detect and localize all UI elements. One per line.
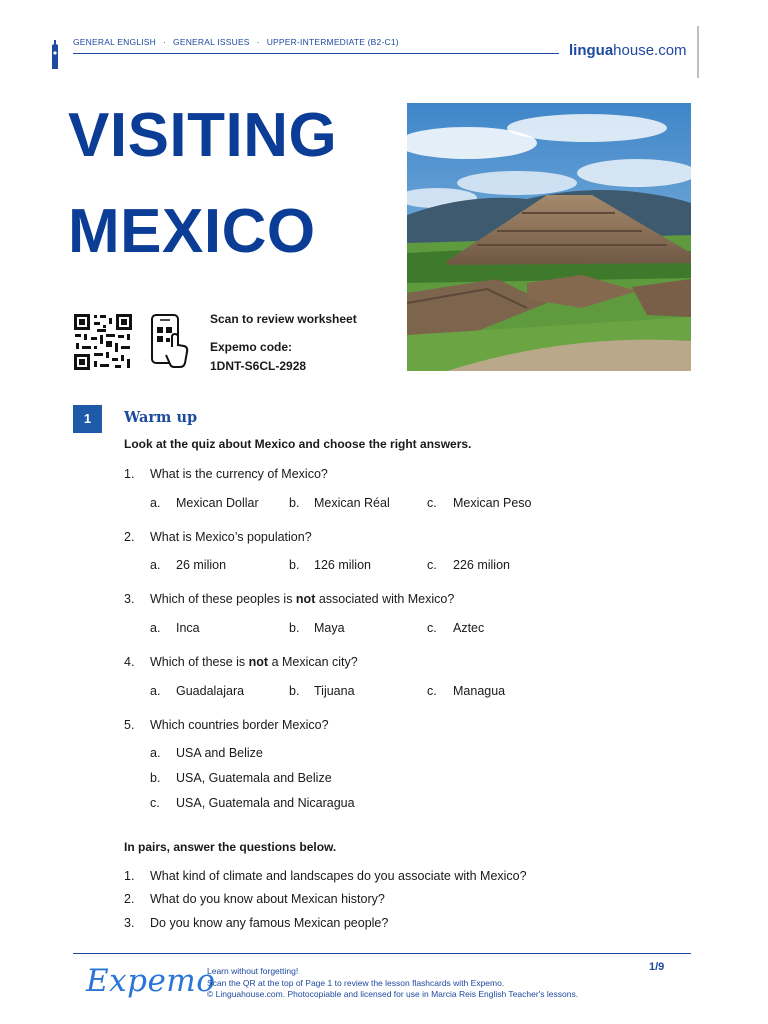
header-edge-bar <box>697 26 699 78</box>
question-number: 3. <box>124 592 135 606</box>
answer-option[interactable]: Mexican Réal <box>314 496 390 510</box>
question-text-part: Which of these is <box>150 655 249 669</box>
pairs-instruction: In pairs, answer the questions below. <box>124 840 337 854</box>
option-letter[interactable]: c. <box>427 684 437 698</box>
footer-copyright: © Linguahouse.com. Photocopiable and licensed for use in Marcia Reis English Teacher's lessons. <box>207 989 579 999</box>
question-text: Do you know any famous Mexican people? <box>150 916 389 930</box>
option-letter[interactable]: a. <box>150 496 161 510</box>
answer-option[interactable]: USA, Guatemala and Belize <box>176 771 332 785</box>
option-letter[interactable]: b. <box>289 684 300 698</box>
answer-option[interactable]: Guadalajara <box>176 684 245 698</box>
answer-option[interactable]: Maya <box>314 621 345 635</box>
option-letter[interactable]: a. <box>150 746 161 760</box>
section-number: 1 <box>73 405 102 433</box>
option-letter[interactable]: b. <box>289 558 300 572</box>
expemo-code-value: 1DNT-S6CL-2928 <box>210 359 307 373</box>
question-number: 4. <box>124 655 135 669</box>
question-text <box>150 655 358 669</box>
expemo-code-label: Expemo code: <box>210 340 293 354</box>
page-number: 1/9 <box>649 961 665 973</box>
breadcrumb-item[interactable]: GENERAL ISSUES <box>173 37 250 47</box>
scan-label: Scan to review worksheet <box>210 312 357 326</box>
question-number: 1. <box>124 869 135 883</box>
phone-scan-icon <box>150 313 190 371</box>
instruction: Look at the quiz about Mexico and choose the right answers. <box>124 437 472 451</box>
question-number: 2. <box>124 530 135 544</box>
option-letter[interactable]: b. <box>289 496 300 510</box>
footer-instruction: Scan the QR at the top of Page 1 to review the lesson flashcards with Expemo. <box>207 977 505 988</box>
question-text: What kind of climate and landscapes do you associate with Mexico? <box>150 869 527 883</box>
answer-option[interactable]: USA and Belize <box>176 746 263 760</box>
question-number: 2. <box>124 892 135 906</box>
expemo-logo[interactable]: Expemo <box>86 963 216 999</box>
option-letter[interactable]: b. <box>150 771 161 785</box>
footer-text <box>207 966 578 1001</box>
breadcrumb <box>73 37 399 47</box>
option-letter[interactable]: a. <box>150 684 161 698</box>
pyramid-photo <box>407 103 691 371</box>
answer-option[interactable]: 126 milion <box>314 558 371 572</box>
option-letter[interactable]: c. <box>427 558 437 572</box>
breadcrumb-separator: · <box>256 37 260 47</box>
section-title: Warm up <box>124 409 198 426</box>
question-text <box>150 592 454 606</box>
answer-option[interactable]: Mexican Peso <box>453 496 532 510</box>
answer-option[interactable]: 226 milion <box>453 558 510 572</box>
header-divider <box>73 53 559 54</box>
option-letter[interactable]: c. <box>150 796 160 810</box>
answer-option[interactable]: Tijuana <box>314 684 355 698</box>
page-title-line-1: VISITING <box>68 101 338 170</box>
brand-logo-rest: house.com <box>613 42 687 59</box>
question-text-part: associated with Mexico? <box>315 592 455 606</box>
question-text-part: Which of these peoples is <box>150 592 296 606</box>
question-text: Which countries border Mexico? <box>150 718 329 732</box>
question-number: 3. <box>124 916 135 930</box>
answer-option[interactable]: Inca <box>176 621 200 635</box>
breadcrumb-item[interactable]: UPPER-INTERMEDIATE (B2-C1) <box>266 37 399 47</box>
option-letter[interactable]: c. <box>427 621 437 635</box>
bookmark-icon <box>50 40 60 70</box>
page-title <box>68 88 337 280</box>
breadcrumb-separator: · <box>163 37 167 47</box>
option-letter[interactable]: a. <box>150 621 161 635</box>
brand-logo[interactable] <box>569 42 687 59</box>
page-title-line-2: MEXICO <box>68 197 316 266</box>
breadcrumb-item[interactable]: GENERAL ENGLISH <box>73 37 156 47</box>
emphasis-word: not <box>248 655 269 669</box>
brand-logo-bold: lingua <box>569 42 614 59</box>
question-number: 1. <box>124 467 135 481</box>
option-letter[interactable]: c. <box>427 496 437 510</box>
emphasis-word: not <box>295 592 316 606</box>
question-number: 5. <box>124 718 135 732</box>
question-text: What is the currency of Mexico? <box>150 467 328 481</box>
question-text-part: a Mexican city? <box>268 655 358 669</box>
option-letter[interactable]: a. <box>150 558 161 572</box>
footer-divider <box>73 953 691 954</box>
answer-option[interactable]: Managua <box>453 684 506 698</box>
answer-option[interactable]: Mexican Dollar <box>176 496 259 510</box>
answer-option[interactable]: USA, Guatemala and Nicaragua <box>176 796 355 810</box>
footer-tagline: Learn without forgetting! <box>207 966 299 976</box>
question-text: What do you know about Mexican history? <box>150 892 385 906</box>
option-letter[interactable]: b. <box>289 621 300 635</box>
qr-code[interactable] <box>73 313 133 371</box>
question-text: What is Mexico’s population? <box>150 530 312 544</box>
answer-option[interactable]: 26 milion <box>176 558 227 572</box>
answer-option[interactable]: Aztec <box>453 621 485 635</box>
